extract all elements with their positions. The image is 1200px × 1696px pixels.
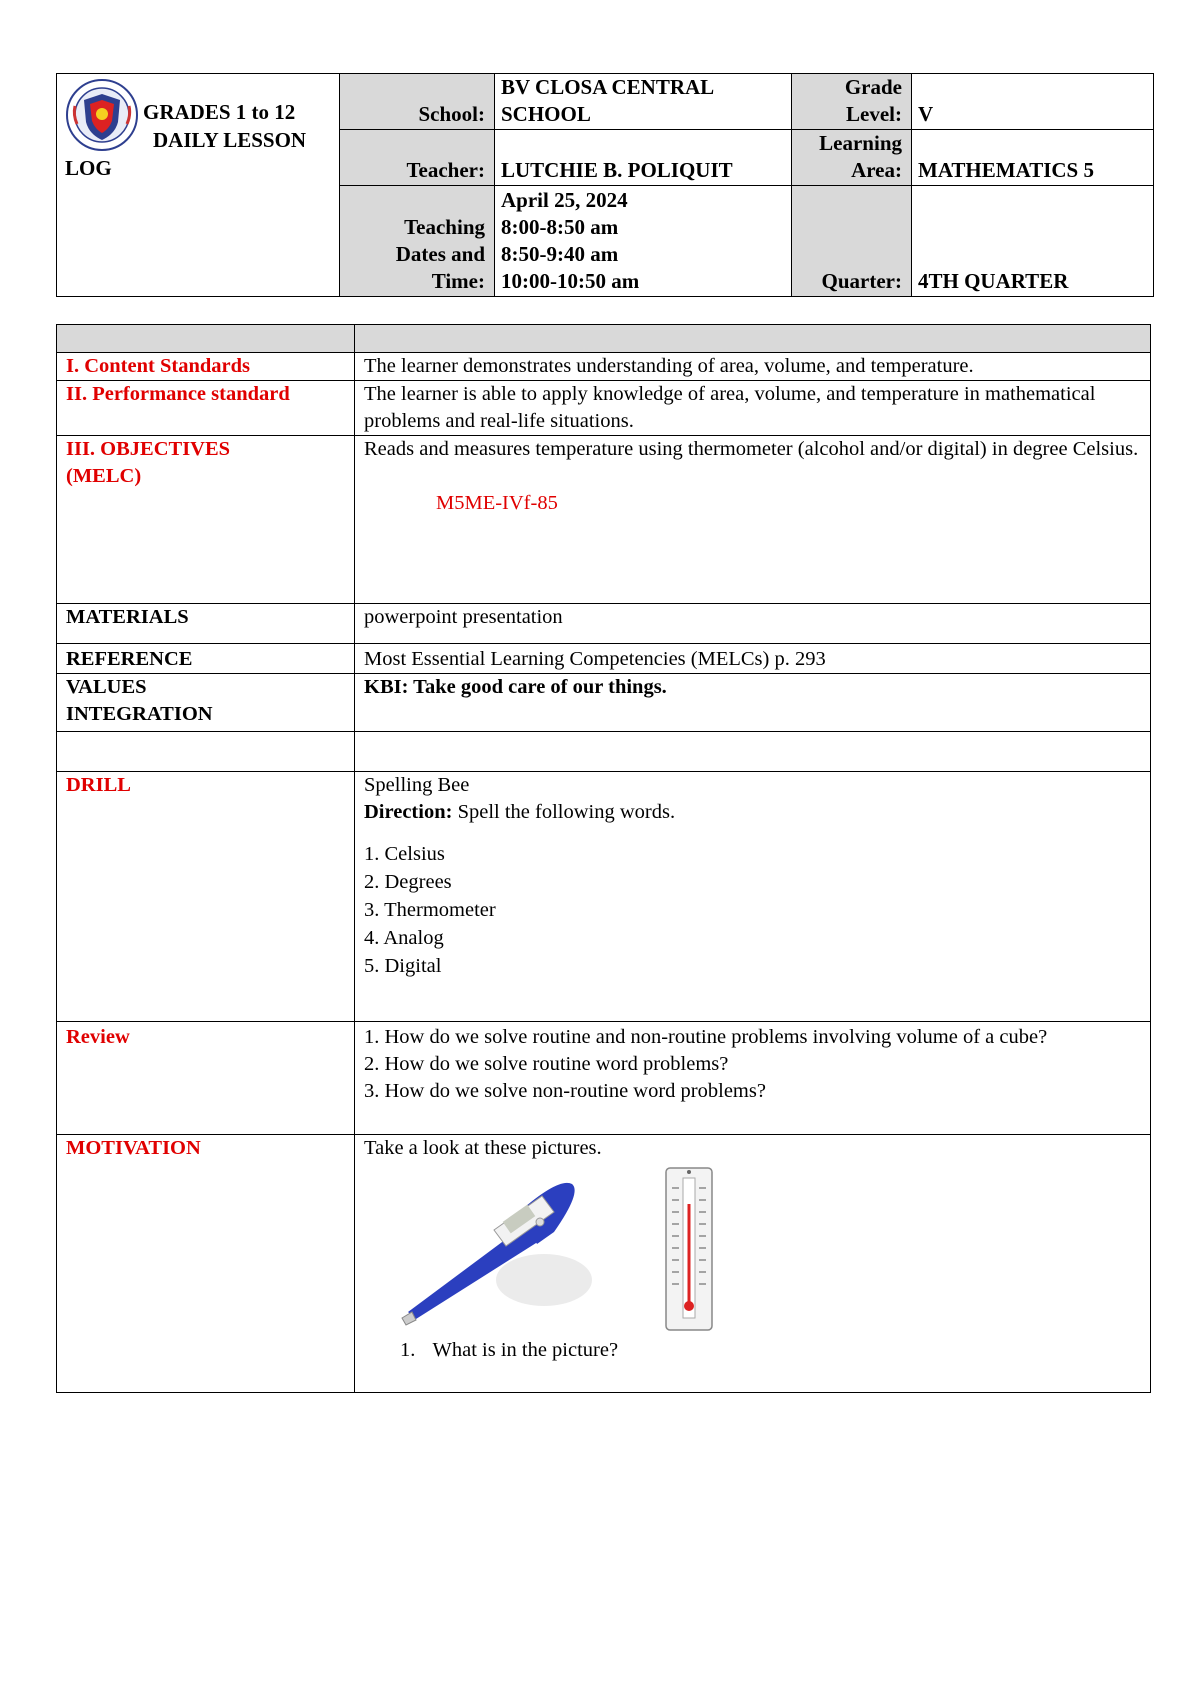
materials-text: powerpoint presentation: [355, 604, 1151, 644]
grade-label: [792, 74, 912, 130]
drill-row: [57, 772, 1151, 1022]
drill-direction-label: Direction:: [364, 801, 453, 823]
area-value: MATHEMATICS 5: [912, 130, 1154, 186]
motivation-question-number: 1.: [400, 1339, 416, 1361]
content-standards-row: [57, 353, 1151, 381]
log-title: [65, 98, 325, 182]
digital-thermometer-image: [394, 1172, 609, 1327]
teacher-label: Teacher:: [340, 130, 495, 186]
school-label: School:: [340, 74, 495, 130]
logo-cell: [57, 74, 340, 297]
motivation-cell: [355, 1135, 1151, 1393]
motivation-row: [57, 1135, 1151, 1393]
time-line: 8:00-8:50 am: [501, 215, 619, 239]
motivation-text: Take a look at these pictures.: [364, 1137, 602, 1159]
motivation-question-text: What is in the picture?: [432, 1339, 619, 1361]
quarter-value: 4TH QUARTER: [912, 186, 1154, 297]
content-standards-text: The learner demonstrates understanding of area, volume, and temperature.: [355, 353, 1151, 381]
list-item: 1. How do we solve routine and non-routine problems involving volume of a cube?: [364, 1026, 1048, 1048]
materials-label: MATERIALS: [57, 604, 355, 644]
list-item: 2. Degrees: [364, 871, 452, 893]
time-line: 10:00-10:50 am: [501, 269, 640, 293]
teacher-value: LUTCHIE B. POLIQUIT: [495, 130, 792, 186]
review-cell: [355, 1022, 1151, 1135]
date-line: April 25, 2024: [501, 188, 628, 212]
review-row: [57, 1022, 1151, 1135]
list-item: 3. Thermometer: [364, 899, 496, 921]
values-row: [57, 674, 1151, 732]
objectives-row: [57, 436, 1151, 604]
list-item: 3. How do we solve non-routine word problems?: [364, 1080, 766, 1102]
dates-label-line2: Dates and: [395, 242, 485, 266]
values-text: KBI: Take good care of our things.: [355, 674, 1151, 732]
area-label: [792, 130, 912, 186]
blank-header-row: [57, 325, 1151, 353]
drill-word-list: [364, 840, 1141, 980]
review-label: Review: [57, 1022, 355, 1135]
grade-value: V: [912, 74, 1154, 130]
dates-label-line1: Teaching: [404, 215, 485, 239]
list-item: 2. How do we solve routine word problems?: [364, 1053, 729, 1075]
motivation-pictures: [364, 1162, 1141, 1337]
list-item: 1. Celsius: [364, 843, 445, 865]
values-label-line2: INTEGRATION: [66, 703, 213, 725]
values-label-line1: VALUES: [66, 676, 147, 698]
motivation-question: [364, 1337, 1141, 1364]
objectives-label-line1: III. OBJECTIVES: [66, 438, 231, 460]
title-line-3: LOG: [65, 156, 112, 180]
time-line: 8:50-9:40 am: [501, 242, 619, 266]
reference-text: Most Essential Learning Competencies (MELCs) p. 293: [355, 644, 1151, 674]
performance-standard-label: II. Performance standard: [57, 381, 355, 436]
drill-label: DRILL: [57, 772, 355, 1022]
motivation-label: MOTIVATION: [57, 1135, 355, 1393]
objectives-cell: [355, 436, 1151, 604]
school-value-line1: BV CLOSA CENTRAL: [501, 75, 715, 99]
reference-row: [57, 644, 1151, 674]
school-value-line2: SCHOOL: [501, 102, 591, 126]
header-table: [56, 73, 1154, 297]
grade-label-line2: Level:: [846, 102, 902, 126]
school-value: [495, 74, 792, 130]
objectives-text: Reads and measures temperature using thermometer (alcohol and/or digital) in degree Celsius.: [364, 438, 1139, 460]
title-line-2: DAILY LESSON: [153, 128, 307, 152]
dates-label: [340, 186, 495, 297]
quarter-label: Quarter:: [792, 186, 912, 297]
reference-label: REFERENCE: [57, 644, 355, 674]
dates-value: [495, 186, 792, 297]
grade-label-line1: Grade: [844, 75, 902, 99]
content-standards-label: I. Content Standards: [57, 353, 355, 381]
drill-direction: [364, 799, 1141, 826]
objectives-code: M5ME-IVf-85: [436, 492, 558, 514]
blank-row: [57, 732, 1151, 772]
performance-standard-text: The learner is able to apply knowledge of area, volume, and temperature in mathematical problems and real-life situations.: [355, 381, 1151, 436]
values-label: [57, 674, 355, 732]
lesson-table: [56, 324, 1151, 1393]
objectives-label: [57, 436, 355, 604]
area-label-line1: Learning: [819, 131, 902, 155]
analog-thermometer-image: [664, 1164, 714, 1334]
drill-direction-text: Spell the following words.: [452, 801, 676, 823]
area-label-line2: Area:: [851, 158, 902, 182]
dates-label-line3: Time:: [431, 269, 485, 293]
objectives-label-line2: (MELC): [66, 465, 142, 487]
performance-standard-row: [57, 381, 1151, 436]
materials-row: [57, 604, 1151, 644]
list-item: 4. Analog: [364, 927, 444, 949]
drill-cell: [355, 772, 1151, 1022]
title-line-1: GRADES 1 to 12: [143, 100, 296, 124]
list-item: 5. Digital: [364, 955, 442, 977]
drill-title: Spelling Bee: [364, 774, 470, 796]
